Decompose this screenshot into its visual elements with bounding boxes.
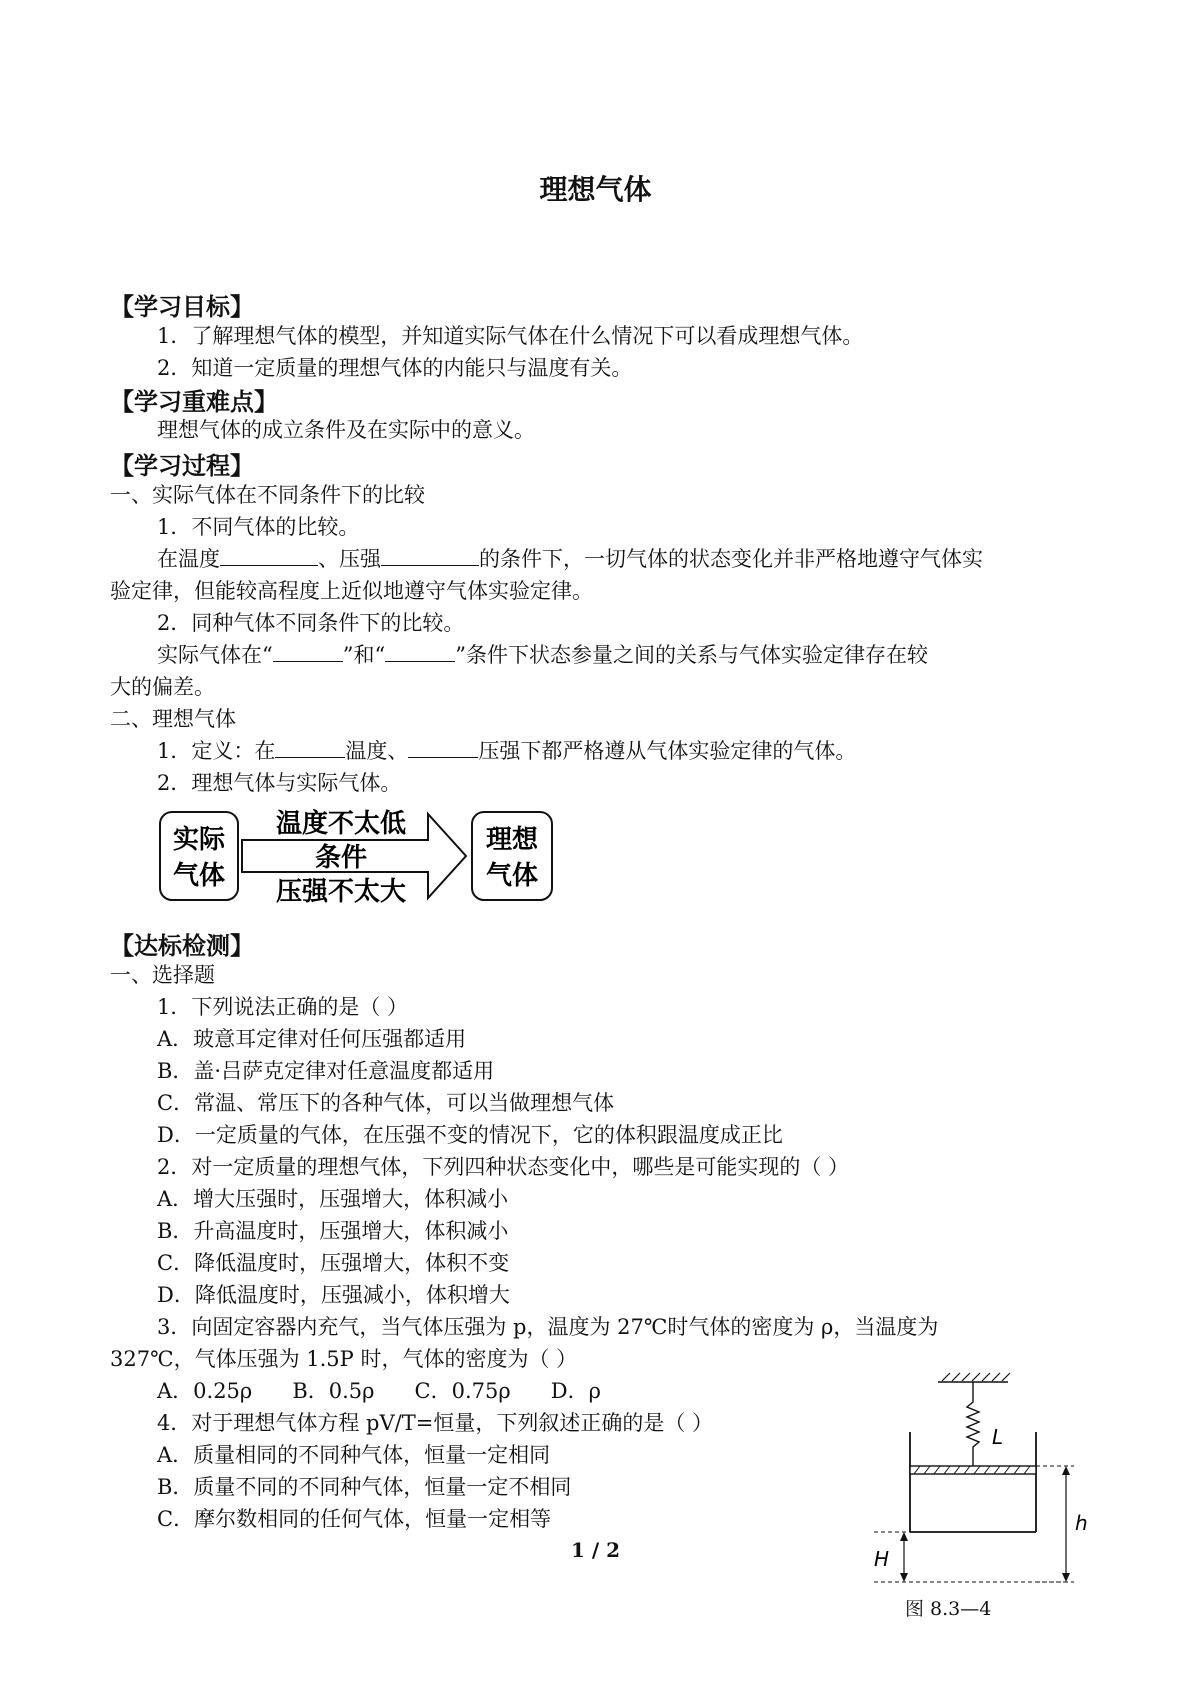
- condition-bottom-label: 压强不太大: [275, 877, 407, 907]
- process-definition-line: [157, 735, 856, 767]
- section-heading-key: 【学习重难点】: [110, 388, 278, 416]
- condition-middle-label: 条件: [314, 843, 368, 873]
- test-part1-heading: 一、选择题: [110, 963, 215, 987]
- blank-field: [220, 543, 318, 566]
- gas-condition-diagram: [158, 800, 558, 910]
- real-gas-label-1: 实际: [172, 825, 226, 855]
- blank-field: [381, 543, 479, 566]
- question-1-option-a: A．玻意耳定律对任何压强都适用: [157, 1027, 467, 1051]
- process-fill-line-2: 验定律，但能较高程度上近似地遵守气体实验定律。: [110, 579, 593, 603]
- page-number: 1 / 2: [570, 1538, 621, 1562]
- page-title: 理想气体: [539, 173, 652, 206]
- fill-text: 压强下都严格遵从气体实验定律的气体。: [478, 739, 857, 763]
- height-h-label: h: [1075, 1511, 1088, 1535]
- fill-text: 在温度: [157, 547, 220, 571]
- process-item-2-2: 2．理想气体与实际气体。: [157, 771, 402, 795]
- process-fill-line-4: 大的偏差。: [110, 675, 215, 699]
- question-3-line-2: 327℃，气体压强为 1.5P 时，气体的密度为（ ）: [110, 1347, 578, 1371]
- section-heading-goals: 【学习目标】: [110, 293, 254, 321]
- process-part1-heading: 一、实际气体在不同条件下的比较: [110, 483, 425, 507]
- question-4-option-c: C．摩尔数相同的任何气体，恒量一定相等: [157, 1507, 552, 1531]
- question-4-option-b: B．质量不同的不同种气体，恒量一定不相同: [157, 1475, 572, 1499]
- question-1: 1．下列说法正确的是（ ）: [157, 995, 409, 1019]
- question-1-option-b: B．盖·吕萨克定律对任意温度都适用: [157, 1059, 495, 1083]
- ideal-gas-label-1: 理想: [485, 825, 539, 855]
- process-item-1-2: 2．同种气体不同条件下的比较。: [157, 611, 465, 635]
- process-fill-line-1: [157, 543, 983, 575]
- process-part2-heading: 二、理想气体: [110, 707, 236, 731]
- spring-length-label: L: [992, 1425, 1004, 1449]
- spring: [967, 1382, 979, 1466]
- question-2-option-c: C．降低温度时，压强增大，体积不变: [157, 1251, 510, 1275]
- fill-text: ”条件下状态参量之间的关系与气体实验定律存在较: [455, 643, 928, 667]
- process-item-1-1: 1．不同气体的比较。: [157, 515, 360, 539]
- goal-2: 2．知道一定质量的理想气体的内能只与温度有关。: [157, 356, 633, 380]
- question-3-options: A．0.25ρ B．0.5ρ C．0.75ρ D．ρ: [157, 1379, 601, 1403]
- condition-top-label: 温度不太低: [275, 809, 407, 839]
- fill-text: 实际气体在“: [157, 643, 273, 667]
- question-2-option-b: B．升高温度时，压强增大，体积减小: [157, 1219, 509, 1243]
- blank-field: [408, 735, 478, 758]
- blank-field: [273, 639, 343, 662]
- height-H-label: H: [874, 1547, 890, 1571]
- fill-text: 、压强: [318, 547, 381, 571]
- fill-text: 的条件下，一切气体的状态变化并非严格地遵守气体实: [479, 547, 983, 571]
- question-4: 4．对于理想气体方程 pV/T=恒量，下列叙述正确的是（ ）: [157, 1411, 713, 1435]
- real-gas-label-2: 气体: [172, 861, 226, 891]
- section-heading-process: 【学习过程】: [110, 452, 254, 480]
- question-1-option-c: C．常温、常压下的各种气体，可以当做理想气体: [157, 1091, 615, 1115]
- blank-field: [385, 639, 455, 662]
- question-2-option-d: D．降低温度时，压强减小，体积增大: [157, 1283, 510, 1307]
- question-2-option-a: A．增大压强时，压强增大，体积减小: [157, 1187, 509, 1211]
- question-2: 2．对一定质量的理想气体，下列四种状态变化中，哪些是可能实现的（ ）: [157, 1155, 850, 1179]
- fill-text: 1．定义：在: [157, 739, 276, 763]
- fill-text: ”和“: [342, 643, 386, 667]
- question-4-option-a: A．质量相同的不同种气体，恒量一定相同: [157, 1443, 551, 1467]
- question-3-line-1: 3．向固定容器内充气，当气体压强为 p，温度为 27℃时气体的密度为 ρ，当温度为: [157, 1315, 939, 1339]
- fill-text: 温度、: [345, 739, 409, 763]
- process-fill-line-3: [157, 639, 928, 671]
- ceiling-hatch: [942, 1373, 1010, 1381]
- goal-1: 1．了解理想气体的模型，并知道实际气体在什么情况下可以看成理想气体。: [157, 324, 864, 348]
- figure-caption: 图 8.3—4: [905, 1598, 992, 1620]
- ideal-gas-label-2: 气体: [485, 861, 539, 891]
- section-heading-test: 【达标检测】: [110, 932, 254, 960]
- blank-field: [275, 735, 345, 758]
- key-text: 理想气体的成立条件及在实际中的意义。: [157, 418, 535, 442]
- question-1-option-d: D．一定质量的气体，在压强不变的情况下，它的体积跟温度成正比: [157, 1123, 783, 1147]
